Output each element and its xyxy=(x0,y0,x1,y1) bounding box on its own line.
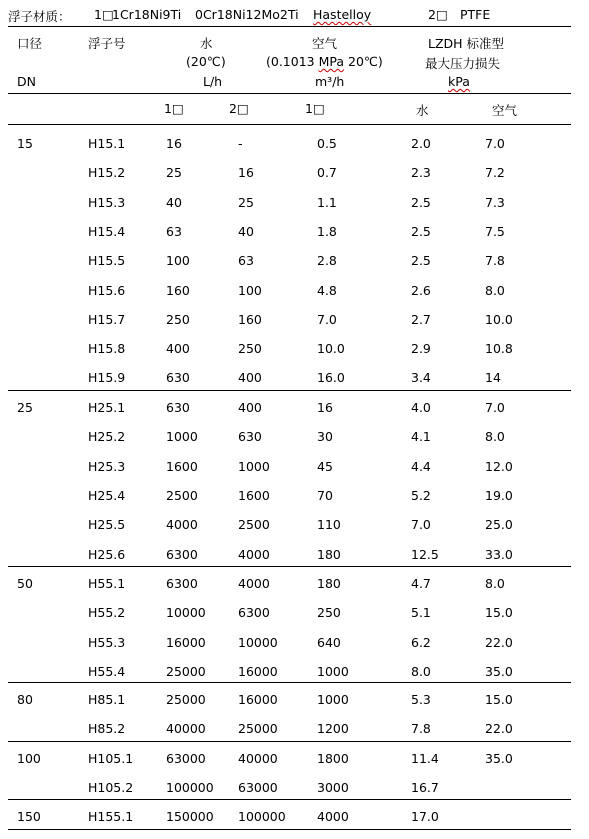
cell-float-no: H15.6 xyxy=(88,282,126,298)
cell-air-1: 1800 xyxy=(317,751,349,766)
group-separator-rule xyxy=(8,682,571,683)
cell-air-1: 1.1 xyxy=(317,194,337,210)
cell-float-no: H15.9 xyxy=(88,370,126,386)
header-loss-unit: kPa xyxy=(448,74,470,89)
cell-float-no: H55.3 xyxy=(88,634,126,650)
cell-loss-air: 35.0 xyxy=(485,663,513,679)
cell-loss-water: 2.5 xyxy=(411,253,431,269)
cell-loss-water: 2.0 xyxy=(411,136,431,151)
cell-water-1: 630 xyxy=(166,370,190,386)
material-option1b: 0Cr18Ni12Mo2Ti xyxy=(195,7,299,22)
cell-water-1: 1000 xyxy=(166,429,198,445)
cell-water-1: 100 xyxy=(166,253,190,269)
cell-water-2: 25000 xyxy=(238,721,278,737)
cell-water-2: - xyxy=(238,136,243,151)
cell-water-2: 100 xyxy=(238,282,262,298)
cell-water-2: 63 xyxy=(238,253,254,269)
cell-water-2: 4000 xyxy=(238,576,270,591)
cell-air-1: 180 xyxy=(317,546,341,562)
cell-water-2: 10000 xyxy=(238,634,278,650)
subheader-loss-water: 水 xyxy=(416,103,429,118)
caliber-dn-cell: 15 xyxy=(17,136,33,151)
material-option2-marker: 2□ xyxy=(428,7,448,22)
subheader-air-1: 1□ xyxy=(305,101,325,116)
cell-air-1: 4000 xyxy=(317,809,349,824)
cell-loss-water: 4.0 xyxy=(411,400,431,415)
cell-water-2: 100000 xyxy=(238,809,286,824)
cell-air-1: 180 xyxy=(317,576,341,591)
cell-air-1: 640 xyxy=(317,634,341,650)
cell-water-2: 16000 xyxy=(238,692,278,707)
cell-water-2: 400 xyxy=(238,370,262,386)
header-water-unit: L/h xyxy=(203,74,223,89)
cell-loss-air: 8.0 xyxy=(485,429,505,445)
cell-water-2: 6300 xyxy=(238,605,270,621)
cell-air-1: 0.5 xyxy=(317,136,337,151)
cell-loss-water: 4.1 xyxy=(411,429,431,445)
cell-float-no: H55.2 xyxy=(88,605,126,621)
header-water-cond: (20℃) xyxy=(186,54,226,69)
header-loss-title: LZDH 标准型 xyxy=(428,36,505,51)
cell-water-2: 16 xyxy=(238,165,254,181)
cell-air-1: 16.0 xyxy=(317,370,345,386)
cell-water-1: 160 xyxy=(166,282,190,298)
cell-water-1: 1600 xyxy=(166,458,198,474)
group-separator-rule xyxy=(8,566,571,567)
cell-water-2: 160 xyxy=(238,311,262,327)
cell-water-1: 16 xyxy=(166,136,182,151)
cell-water-2: 630 xyxy=(238,429,262,445)
cell-loss-air: 7.0 xyxy=(485,400,505,415)
cell-loss-air: 25.0 xyxy=(485,517,513,533)
cell-float-no: H105.1 xyxy=(88,751,134,766)
cell-float-no: H25.2 xyxy=(88,429,126,445)
cell-loss-water: 2.6 xyxy=(411,282,431,298)
cell-air-1: 4.8 xyxy=(317,282,337,298)
cell-loss-air: 12.0 xyxy=(485,458,513,474)
cell-float-no: H15.4 xyxy=(88,223,126,239)
material-option1c: Hastelloy xyxy=(313,7,372,22)
material-option1: 1Cr18Ni9Ti xyxy=(112,7,182,22)
cell-loss-air: 33.0 xyxy=(485,546,513,562)
group-separator-rule xyxy=(8,390,571,391)
cell-water-2: 16000 xyxy=(238,663,278,679)
caliber-dn-cell: 100 xyxy=(17,751,41,766)
cell-air-1: 250 xyxy=(317,605,341,621)
cell-float-no: H85.2 xyxy=(88,721,126,737)
cell-loss-water: 5.1 xyxy=(411,605,431,621)
group-separator-rule xyxy=(8,741,571,742)
cell-air-1: 30 xyxy=(317,429,333,445)
cell-air-1: 7.0 xyxy=(317,311,337,327)
cell-float-no: H25.3 xyxy=(88,458,126,474)
caliber-dn-cell: 150 xyxy=(17,809,41,824)
cell-loss-air: 14 xyxy=(485,370,501,386)
cell-water-2: 40000 xyxy=(238,751,278,766)
cell-loss-air: 35.0 xyxy=(485,751,513,766)
cell-loss-air: 10.0 xyxy=(485,311,513,327)
cell-loss-water: 12.5 xyxy=(411,546,439,562)
cell-float-no: H25.4 xyxy=(88,487,126,503)
cell-water-2: 4000 xyxy=(238,546,270,562)
cell-water-1: 150000 xyxy=(166,809,214,824)
subheader-water-2: 2□ xyxy=(229,101,249,116)
cell-loss-air: 15.0 xyxy=(485,605,513,621)
cell-loss-water: 5.2 xyxy=(411,487,431,503)
cell-float-no: H55.1 xyxy=(88,576,126,591)
cell-loss-water: 5.3 xyxy=(411,692,431,707)
cell-loss-air: 7.3 xyxy=(485,194,505,210)
cell-water-2: 1000 xyxy=(238,458,270,474)
cell-loss-air: 22.0 xyxy=(485,634,513,650)
cell-loss-air: 10.8 xyxy=(485,341,513,357)
cell-water-1: 6300 xyxy=(166,576,198,591)
header-water: 水 xyxy=(200,36,213,51)
cell-water-1: 25 xyxy=(166,165,182,181)
caliber-dn-cell: 50 xyxy=(17,576,33,591)
cell-loss-water: 11.4 xyxy=(411,751,439,766)
cell-loss-air: 7.0 xyxy=(485,136,505,151)
cell-water-1: 25000 xyxy=(166,663,206,679)
header-air-unit: m³/h xyxy=(315,74,345,89)
cell-float-no: H105.2 xyxy=(88,780,134,796)
subheader-loss-air: 空气 xyxy=(492,103,518,118)
cell-loss-water: 4.4 xyxy=(411,458,431,474)
cell-loss-air: 7.2 xyxy=(485,165,505,181)
cell-water-1: 6300 xyxy=(166,546,198,562)
cell-air-1: 3000 xyxy=(317,780,349,796)
cell-float-no: H85.1 xyxy=(88,692,126,707)
material-label: 浮子材质： xyxy=(8,9,71,24)
cell-water-1: 25000 xyxy=(166,692,206,707)
cell-water-1: 630 xyxy=(166,400,190,415)
cell-water-2: 63000 xyxy=(238,780,278,796)
caliber-dn-cell: 25 xyxy=(17,400,33,415)
cell-float-no: H15.3 xyxy=(88,194,126,210)
header-air-cond: (0.1013 MPa 20℃) xyxy=(266,54,383,69)
cell-loss-water: 4.7 xyxy=(411,576,431,591)
cell-air-1: 1.8 xyxy=(317,223,337,239)
cell-air-1: 1000 xyxy=(317,692,349,707)
cell-loss-water: 8.0 xyxy=(411,663,431,679)
cell-loss-water: 2.5 xyxy=(411,194,431,210)
cell-water-1: 400 xyxy=(166,341,190,357)
cell-loss-air: 7.5 xyxy=(485,223,505,239)
cell-air-1: 16 xyxy=(317,400,333,415)
cell-loss-water: 2.9 xyxy=(411,341,431,357)
bottom-rule xyxy=(8,829,571,830)
cell-loss-water: 16.7 xyxy=(411,780,439,796)
cell-loss-water: 2.5 xyxy=(411,223,431,239)
cell-water-1: 40000 xyxy=(166,721,206,737)
header-dn: DN xyxy=(17,74,36,89)
cell-air-1: 10.0 xyxy=(317,341,345,357)
cell-float-no: H25.5 xyxy=(88,517,126,533)
header-float-no: 浮子号 xyxy=(88,36,126,51)
cell-float-no: H15.8 xyxy=(88,341,126,357)
cell-air-1: 1000 xyxy=(317,663,349,679)
cell-water-1: 16000 xyxy=(166,634,206,650)
caliber-dn-cell: 80 xyxy=(17,692,33,707)
header-loss-sub: 最大压力损失 xyxy=(425,56,501,71)
cell-water-1: 10000 xyxy=(166,605,206,621)
cell-air-1: 70 xyxy=(317,487,333,503)
cell-loss-air: 19.0 xyxy=(485,487,513,503)
cell-water-1: 40 xyxy=(166,194,182,210)
cell-loss-air: 22.0 xyxy=(485,721,513,737)
cell-air-1: 110 xyxy=(317,517,341,533)
cell-loss-water: 6.2 xyxy=(411,634,431,650)
cell-water-1: 63 xyxy=(166,223,182,239)
cell-water-1: 63000 xyxy=(166,751,206,766)
cell-float-no: H15.7 xyxy=(88,311,126,327)
header-air: 空气 xyxy=(312,36,338,51)
cell-float-no: H155.1 xyxy=(88,809,134,824)
cell-water-2: 2500 xyxy=(238,517,270,533)
group-separator-rule xyxy=(8,799,571,800)
cell-loss-water: 17.0 xyxy=(411,809,439,824)
cell-loss-water: 7.8 xyxy=(411,721,431,737)
cell-loss-water: 3.4 xyxy=(411,370,431,386)
cell-float-no: H55.4 xyxy=(88,663,126,679)
cell-loss-water: 7.0 xyxy=(411,517,431,533)
cell-water-2: 40 xyxy=(238,223,254,239)
cell-water-1: 100000 xyxy=(166,780,214,796)
cell-air-1: 45 xyxy=(317,458,333,474)
cell-loss-air: 7.8 xyxy=(485,253,505,269)
header-caliber: 口径 xyxy=(17,36,43,51)
cell-loss-air: 8.0 xyxy=(485,282,505,298)
cell-water-1: 4000 xyxy=(166,517,198,533)
cell-water-2: 25 xyxy=(238,194,254,210)
cell-loss-water: 2.3 xyxy=(411,165,431,181)
cell-loss-air: 8.0 xyxy=(485,576,505,591)
cell-float-no: H25.6 xyxy=(88,546,126,562)
cell-water-1: 250 xyxy=(166,311,190,327)
material-option1-marker: 1□ xyxy=(94,7,114,22)
cell-water-2: 250 xyxy=(238,341,262,357)
cell-float-no: H15.5 xyxy=(88,253,126,269)
cell-air-1: 1200 xyxy=(317,721,349,737)
cell-loss-water: 2.7 xyxy=(411,311,431,327)
cell-air-1: 0.7 xyxy=(317,165,337,181)
cell-float-no: H15.2 xyxy=(88,165,126,181)
cell-water-1: 2500 xyxy=(166,487,198,503)
cell-water-2: 400 xyxy=(238,400,262,415)
subheader-water-1: 1□ xyxy=(164,101,184,116)
cell-float-no: H25.1 xyxy=(88,400,126,415)
cell-loss-air: 15.0 xyxy=(485,692,513,707)
cell-water-2: 1600 xyxy=(238,487,270,503)
cell-float-no: H15.1 xyxy=(88,136,126,151)
material-option2: PTFE xyxy=(460,7,491,22)
cell-air-1: 2.8 xyxy=(317,253,337,269)
